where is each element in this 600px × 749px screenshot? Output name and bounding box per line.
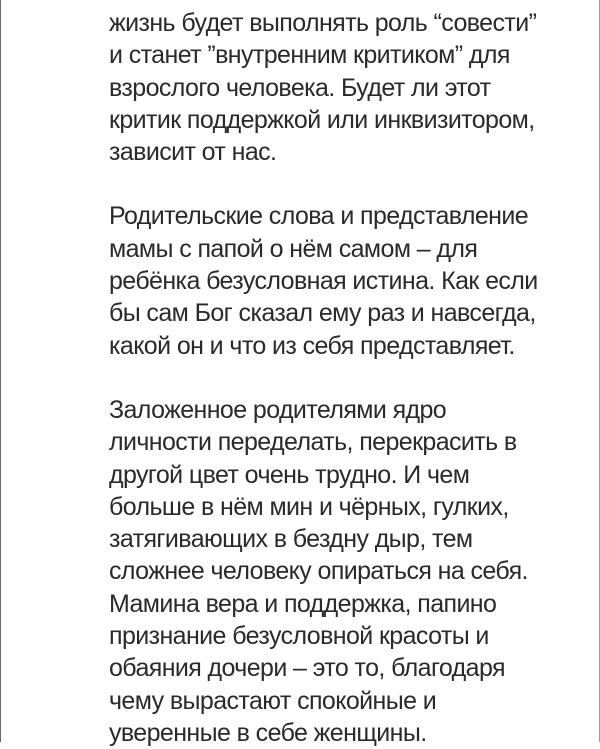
- text-line: уверенные в себе женщины.: [109, 718, 427, 747]
- text-line: ребёнка безусловная истина. Как если: [109, 267, 538, 296]
- text-line: критик поддержкой или инквизитором,: [109, 105, 535, 134]
- text-line: жизнь будет выполнять роль “совести”: [109, 9, 537, 37]
- article-body: [109, 0, 569, 749]
- text-line: затягивающих в бездну дыр, тем: [109, 525, 473, 554]
- text-line: Родительские слова и представление: [109, 202, 529, 231]
- text-line: мамы с папой о нём самом – для: [109, 234, 478, 263]
- text-line: личности переделать, перекрасить в: [109, 428, 517, 457]
- text-line: Мамина вера и поддержка, папино: [109, 589, 497, 618]
- text-line: чему вырастают спокойные и: [109, 686, 437, 715]
- text-line: признание безусловной красоты и: [109, 622, 489, 651]
- text-line: взрослого человека. Будет ли этот: [109, 73, 491, 102]
- text-line: другой цвет очень трудно. И чем: [109, 460, 470, 489]
- text-line: больше в нём мин и чёрных, гулких,: [109, 492, 509, 521]
- page-edge-left: [0, 0, 1, 742]
- paragraph-2: [109, 200, 569, 361]
- text-line: сложнее человеку опираться на себя.: [109, 557, 528, 586]
- text-line: какой он и что из себя представляет.: [109, 331, 515, 360]
- paragraph-3: [109, 394, 569, 749]
- text-line: Заложенное родителями ядро: [109, 395, 447, 424]
- text-line: и станет ”внутренним критиком” для: [109, 41, 510, 70]
- text-line: зависит от нас.: [109, 138, 277, 167]
- paragraph-1: [109, 7, 569, 168]
- text-line: обаяния дочери – это то, благодаря: [109, 654, 505, 683]
- text-line: бы сам Бог сказал ему раз и навсегда,: [109, 299, 536, 328]
